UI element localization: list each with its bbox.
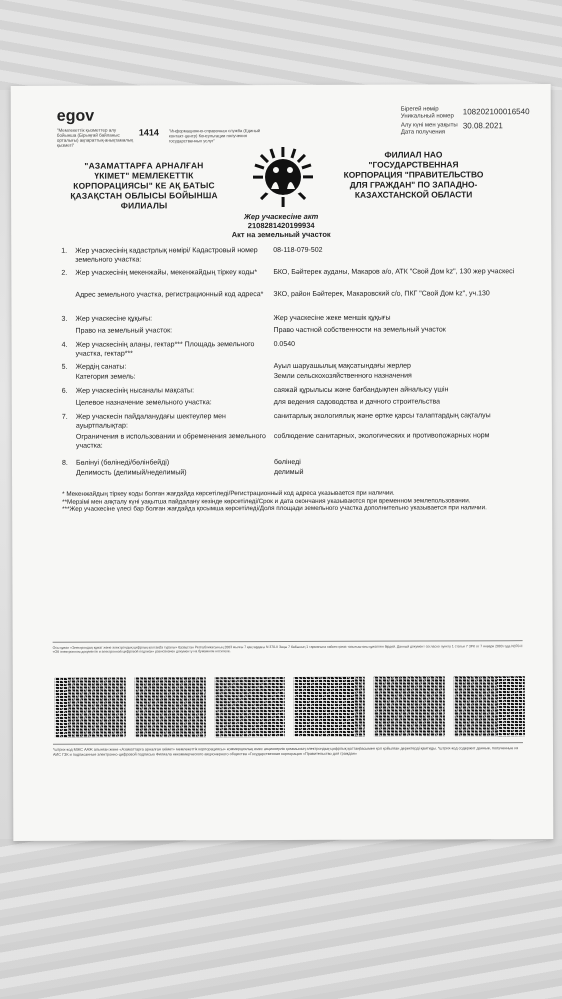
row-value: ЗКО, район Бәйтерек, Макаровский с/о, ПКГ "Свой Дом kz", уч.130 — [273, 290, 490, 299]
background-top — [0, 0, 562, 90]
row-number: 1. — [61, 247, 68, 255]
barcode-5 — [374, 676, 445, 736]
row-label: Жер учаскесіне құқығы: — [75, 315, 153, 323]
barcode-6 — [454, 676, 525, 736]
table-row — [61, 362, 532, 371]
row-value: санитарлық экологиялық және өртке қарсы талаптардың сақталуы — [273, 412, 491, 421]
table-row — [61, 290, 531, 299]
row-value: бөлінеді — [273, 458, 301, 467]
act-title-kz: Жер учаскесіне акт — [243, 211, 319, 222]
row-label: Жердің санаты: — [75, 363, 127, 371]
table-row — [61, 268, 531, 277]
barcode-strip — [55, 676, 525, 738]
footnote-3: ***Жер учаскесіне үлесі бар болған жағдайда қосымша көрсетіледі/Доля площади земельного участка дополнительно указывается при наличии. — [62, 504, 487, 513]
table-row — [62, 326, 532, 335]
row-value: Право частной собственности на земельный участок — [273, 326, 446, 335]
row-label: Категория земель: — [75, 373, 136, 381]
hotline-subtitle: "Информационно-справочная служба (Единый контакт-центр) Консультации получения государственных услуг" — [168, 128, 261, 144]
org-name-kz: "АЗАМАТТАРҒА АРНАЛҒАН ҮКІМЕТ" МЕМЛЕКЕТТІК КОРПОРАЦИЯСЫ" КЕ АҚ БАТЫС ҚАЗАҚСТАН ОБЛЫСЫ БОЙЫНША ФИЛИАЛЫ — [70, 160, 218, 211]
barcode-2 — [135, 677, 206, 737]
row-label: Бөлінуі (бөлінеді/бөлінбейді) — [75, 459, 170, 467]
reg-label-ru: Уникальный номер — [400, 113, 454, 120]
act-title-ru: Акт на земельный участок — [231, 229, 331, 240]
row-label: Адрес земельного участка, регистрационный код адреса* — [75, 291, 264, 299]
row-value: 0.0540 — [273, 340, 296, 349]
table-row — [61, 412, 532, 430]
divider-line-bottom — [53, 742, 523, 745]
registration-block — [400, 106, 530, 136]
land-plot-table — [61, 246, 531, 477]
reg-label-kz: Бірегей нөмір — [400, 106, 439, 113]
barcode-1 — [55, 678, 126, 738]
row-label: Жер учаскесінің нысаналы мақсаты: — [75, 387, 195, 395]
row-number: 2. — [61, 269, 68, 277]
table-row — [61, 314, 531, 323]
footnotes — [62, 489, 512, 513]
row-number: 6. — [61, 387, 68, 395]
table-row — [61, 458, 532, 467]
footnote-1: * Мекенжайдың тіркеу коды болған жағдайда көрсетіледі/Регистрационный код адреса указывается при наличии. — [62, 489, 395, 498]
background-bottom — [0, 839, 562, 999]
row-value: Ауыл шаруашылық мақсатындағы жерлер — [273, 362, 411, 371]
reg-number: 108202100016540 — [462, 107, 530, 117]
date-label-kz: Алу күні мен уақыты — [400, 122, 458, 129]
barcode-3 — [214, 677, 285, 737]
row-value: Жер учаскесіне жеке меншік құқығы — [273, 314, 391, 323]
row-label: Делимость (делимый/неделимый) — [76, 469, 187, 477]
date-value: 30.08.2021 — [462, 121, 503, 131]
row-number: 7. — [61, 413, 68, 421]
footnote-2: **Мерзімі мен аяқталу күні уақытша пайдалану кезінде көрсетіледі/Срок и дата окончания указываются при временном землепользовании. — [62, 496, 471, 506]
row-label: Право на земельный участок: — [75, 327, 173, 335]
table-row — [61, 246, 531, 264]
table-row — [62, 398, 532, 407]
table-row — [61, 386, 532, 395]
date-label-ru: Дата получения — [400, 129, 446, 136]
row-value: 08-118-079-502 — [273, 246, 323, 255]
row-number: 3. — [61, 315, 68, 323]
row-number: 8. — [61, 459, 68, 467]
row-value: саяжай құрылысы және бағбандықпен айналысу үшін — [273, 386, 449, 395]
egov-logo — [57, 108, 94, 126]
row-value: Земли сельскохозяйственного назначения — [273, 372, 412, 381]
barcode-note: *штрих-код МЖС ААЖ алынған және «Азаматтарға арналған үкімет» мемлекеттік корпорациясы» коммерциялық емес акционерлік қоғамының электрондық-цифрлық қолтаңбасымен қол қойылған деректерді қамтиды. *штрих-код содержит данные, полученные из АИС ГЗК и подписанные электронно-цифровой подписью Филиала некоммерческого акционерного общества «Государственная корпорация «Правительство для граждан» — [52, 746, 519, 757]
row-value: соблюдение санитарных, экологических и противопожарных норм — [273, 432, 490, 441]
table-row — [62, 432, 532, 450]
row-label: Жер учаскесінің алаңы, гектар*** Площадь земельного участка, гектар*** — [75, 341, 255, 358]
row-value: делимый — [274, 468, 304, 477]
row-number: 5. — [61, 363, 68, 371]
logo-text: egov — [56, 107, 95, 125]
row-label: Жер учаскесінің мекенжайы, мекенжайдың тіркеу коды* — [75, 269, 258, 277]
table-row — [62, 372, 532, 381]
divider-line — [53, 640, 523, 643]
row-value: для ведения садоводства и дачного строительства — [273, 398, 441, 407]
row-label: Целевое назначение земельного участка: — [75, 399, 212, 407]
table-row — [62, 468, 532, 477]
legal-notice: Осы құжат «Электрондық құжат және электрондық цифрлық қолтаңба туралы» Қазақстан Республикасының 2003 жылғы 7 қаңтардағы N 370-II Заңы 7 бабының 1 тармағына сәйкес қағаз тасығыштағы құжатпен бірдей. Данный документ согласно пункту 1 статьи 7 ЗРК от 7 января 2003 года N370-II «Об электронном документе и электронной цифровой подписи» равнозначен документу на бумажном носителе. — [52, 644, 523, 655]
table-row — [61, 340, 532, 358]
row-label: Ограничения в использовании и обременения земельного участка: — [75, 433, 266, 450]
barcode-4 — [294, 677, 365, 737]
act-title-block — [211, 212, 351, 239]
hotline-number: 1414 — [138, 127, 159, 138]
row-label: Жер учаскесінің кадастрлық нөмірі/ Кадастровый номер земельного участка: — [75, 247, 258, 264]
row-label: Жер учаскесін пайдаланудағы шектеулер мен ауыртпалықтар: — [75, 413, 226, 430]
row-number: 4. — [61, 341, 68, 349]
sun-family-emblem-icon — [249, 143, 317, 211]
document-sheet — [11, 84, 554, 841]
row-value: БКО, Бәйтерек ауданы, Макаров а/о, АТК "Свой Дом kz", 130 жер учаскесі — [273, 268, 515, 277]
logo-subtitle: "Мемлекеттік қызметтер алу бойынша (Бірыңғай байланыс орталығы) ақпараттық-анықтамалық қызметі" — [56, 127, 134, 148]
org-name-ru: ФИЛИАЛ НАО "ГОСУДАРСТВЕННАЯ КОРПОРАЦИЯ "ПРАВИТЕЛЬСТВО ДЛЯ ГРАЖДАН" ПО ЗАПАДНО-КАЗАХСТАНСКОЙ ОБЛАСТИ — [343, 149, 484, 200]
date-labels — [401, 122, 471, 136]
act-number: 2108281420199934 — [247, 220, 315, 231]
